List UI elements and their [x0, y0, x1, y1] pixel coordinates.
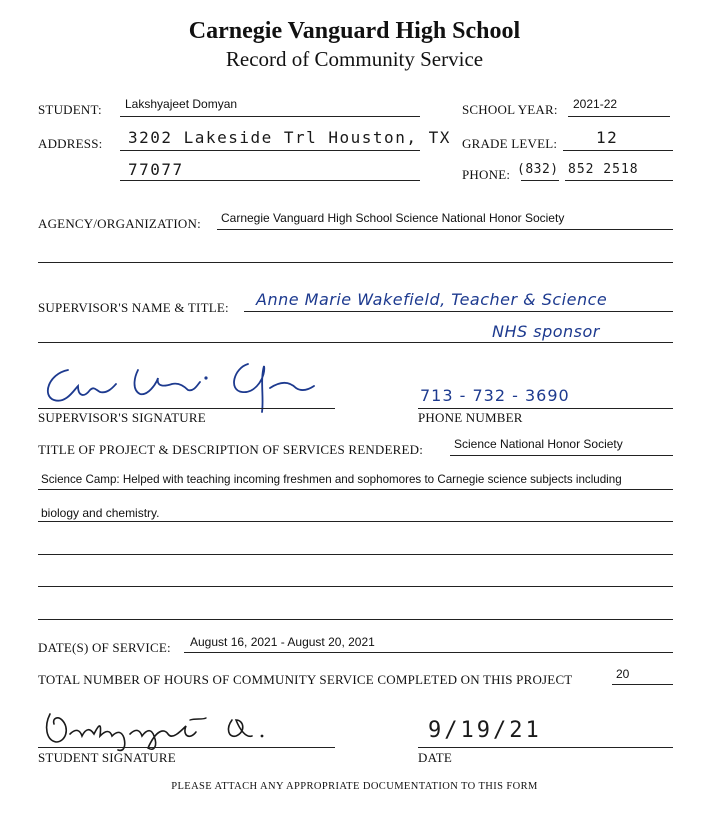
supervisor-phone-value[interactable]: 713 - 732 - 3690	[420, 386, 570, 405]
agency-underline	[217, 229, 673, 230]
student-value[interactable]: Lakshyajeet Domyan	[125, 97, 238, 111]
phone-label: PHONE:	[462, 167, 511, 182]
project-underline-2	[38, 521, 673, 522]
address-line1[interactable]: 3202 Lakeside Trl Houston, TX	[128, 128, 451, 147]
supervisor-name-value[interactable]: Anne Marie Wakefield, Teacher & Science	[256, 290, 608, 309]
project-description-line2[interactable]: biology and chemistry.	[41, 506, 160, 520]
student-signature-image	[40, 706, 280, 752]
supervisor-phone-label: PHONE NUMBER	[418, 410, 523, 425]
address-line2[interactable]: 77077	[128, 160, 184, 179]
student-underline	[120, 116, 420, 117]
supervisor-name-label: SUPERVISOR'S NAME & TITLE:	[38, 300, 229, 315]
address-underline-1	[120, 150, 420, 151]
project-label: TITLE OF PROJECT & DESCRIPTION OF SERVICES RENDERED:	[38, 442, 424, 457]
address-label: ADDRESS:	[38, 136, 103, 151]
student-signature-underline	[38, 747, 335, 748]
project-underline-3	[38, 554, 673, 555]
date-signed-underline	[418, 747, 673, 748]
agency-underline-2	[38, 262, 673, 263]
supervisor-title-value[interactable]: NHS sponsor	[492, 322, 600, 341]
supervisor-name-underline-2	[38, 342, 673, 343]
agency-value[interactable]: Carnegie Vanguard High School Science National Honor Society	[221, 211, 565, 225]
project-title-value[interactable]: Science National Honor Society	[454, 437, 623, 451]
hours-underline	[612, 684, 673, 685]
project-underline-5	[38, 619, 673, 620]
school-year-underline	[568, 116, 670, 117]
supervisor-signature-image	[38, 356, 338, 416]
project-underline-1	[38, 489, 673, 490]
date-signed-label: DATE	[418, 750, 453, 765]
student-label: STUDENT:	[38, 102, 102, 117]
form-title: Record of Community Service	[225, 47, 484, 71]
supervisor-signature-label: SUPERVISOR'S SIGNATURE	[38, 410, 206, 425]
phone-number-value[interactable]: 852 2518	[568, 162, 639, 177]
school-year-label: SCHOOL YEAR:	[462, 102, 558, 117]
hours-value[interactable]: 20	[616, 667, 630, 681]
grade-level-value[interactable]: 12	[596, 128, 619, 147]
phone-area-underline	[521, 180, 559, 181]
dates-label: DATE(S) OF SERVICE:	[38, 640, 171, 655]
project-description-line1[interactable]: Science Camp: Helped with teaching incoming freshmen and sophomores to Carnegie science subjects including	[41, 473, 622, 486]
dates-value[interactable]: August 16, 2021 - August 20, 2021	[190, 635, 375, 649]
address-underline-2	[120, 180, 420, 181]
project-underline-4	[38, 586, 673, 587]
agency-label: AGENCY/ORGANIZATION:	[38, 216, 201, 231]
phone-area-code[interactable]: (832)	[517, 162, 559, 177]
date-signed-value[interactable]: 9/19/21	[428, 718, 542, 743]
footer-note: PLEASE ATTACH ANY APPROPRIATE DOCUMENTATION TO THIS FORM	[171, 781, 538, 792]
student-signature-label: STUDENT SIGNATURE	[38, 750, 176, 765]
supervisor-phone-underline	[418, 408, 673, 409]
supervisor-name-underline	[244, 311, 673, 312]
school-year-value[interactable]: 2021-22	[573, 97, 618, 111]
phone-number-underline	[565, 180, 673, 181]
hours-label: TOTAL NUMBER OF HOURS OF COMMUNITY SERVICE COMPLETED ON THIS PROJECT	[38, 672, 573, 687]
dates-underline	[184, 652, 673, 653]
school-name: Carnegie Vanguard High School	[188, 18, 521, 44]
grade-level-label: GRADE LEVEL:	[462, 136, 558, 151]
grade-level-underline	[563, 150, 673, 151]
project-title-underline	[450, 455, 673, 456]
supervisor-signature-underline	[38, 408, 335, 409]
